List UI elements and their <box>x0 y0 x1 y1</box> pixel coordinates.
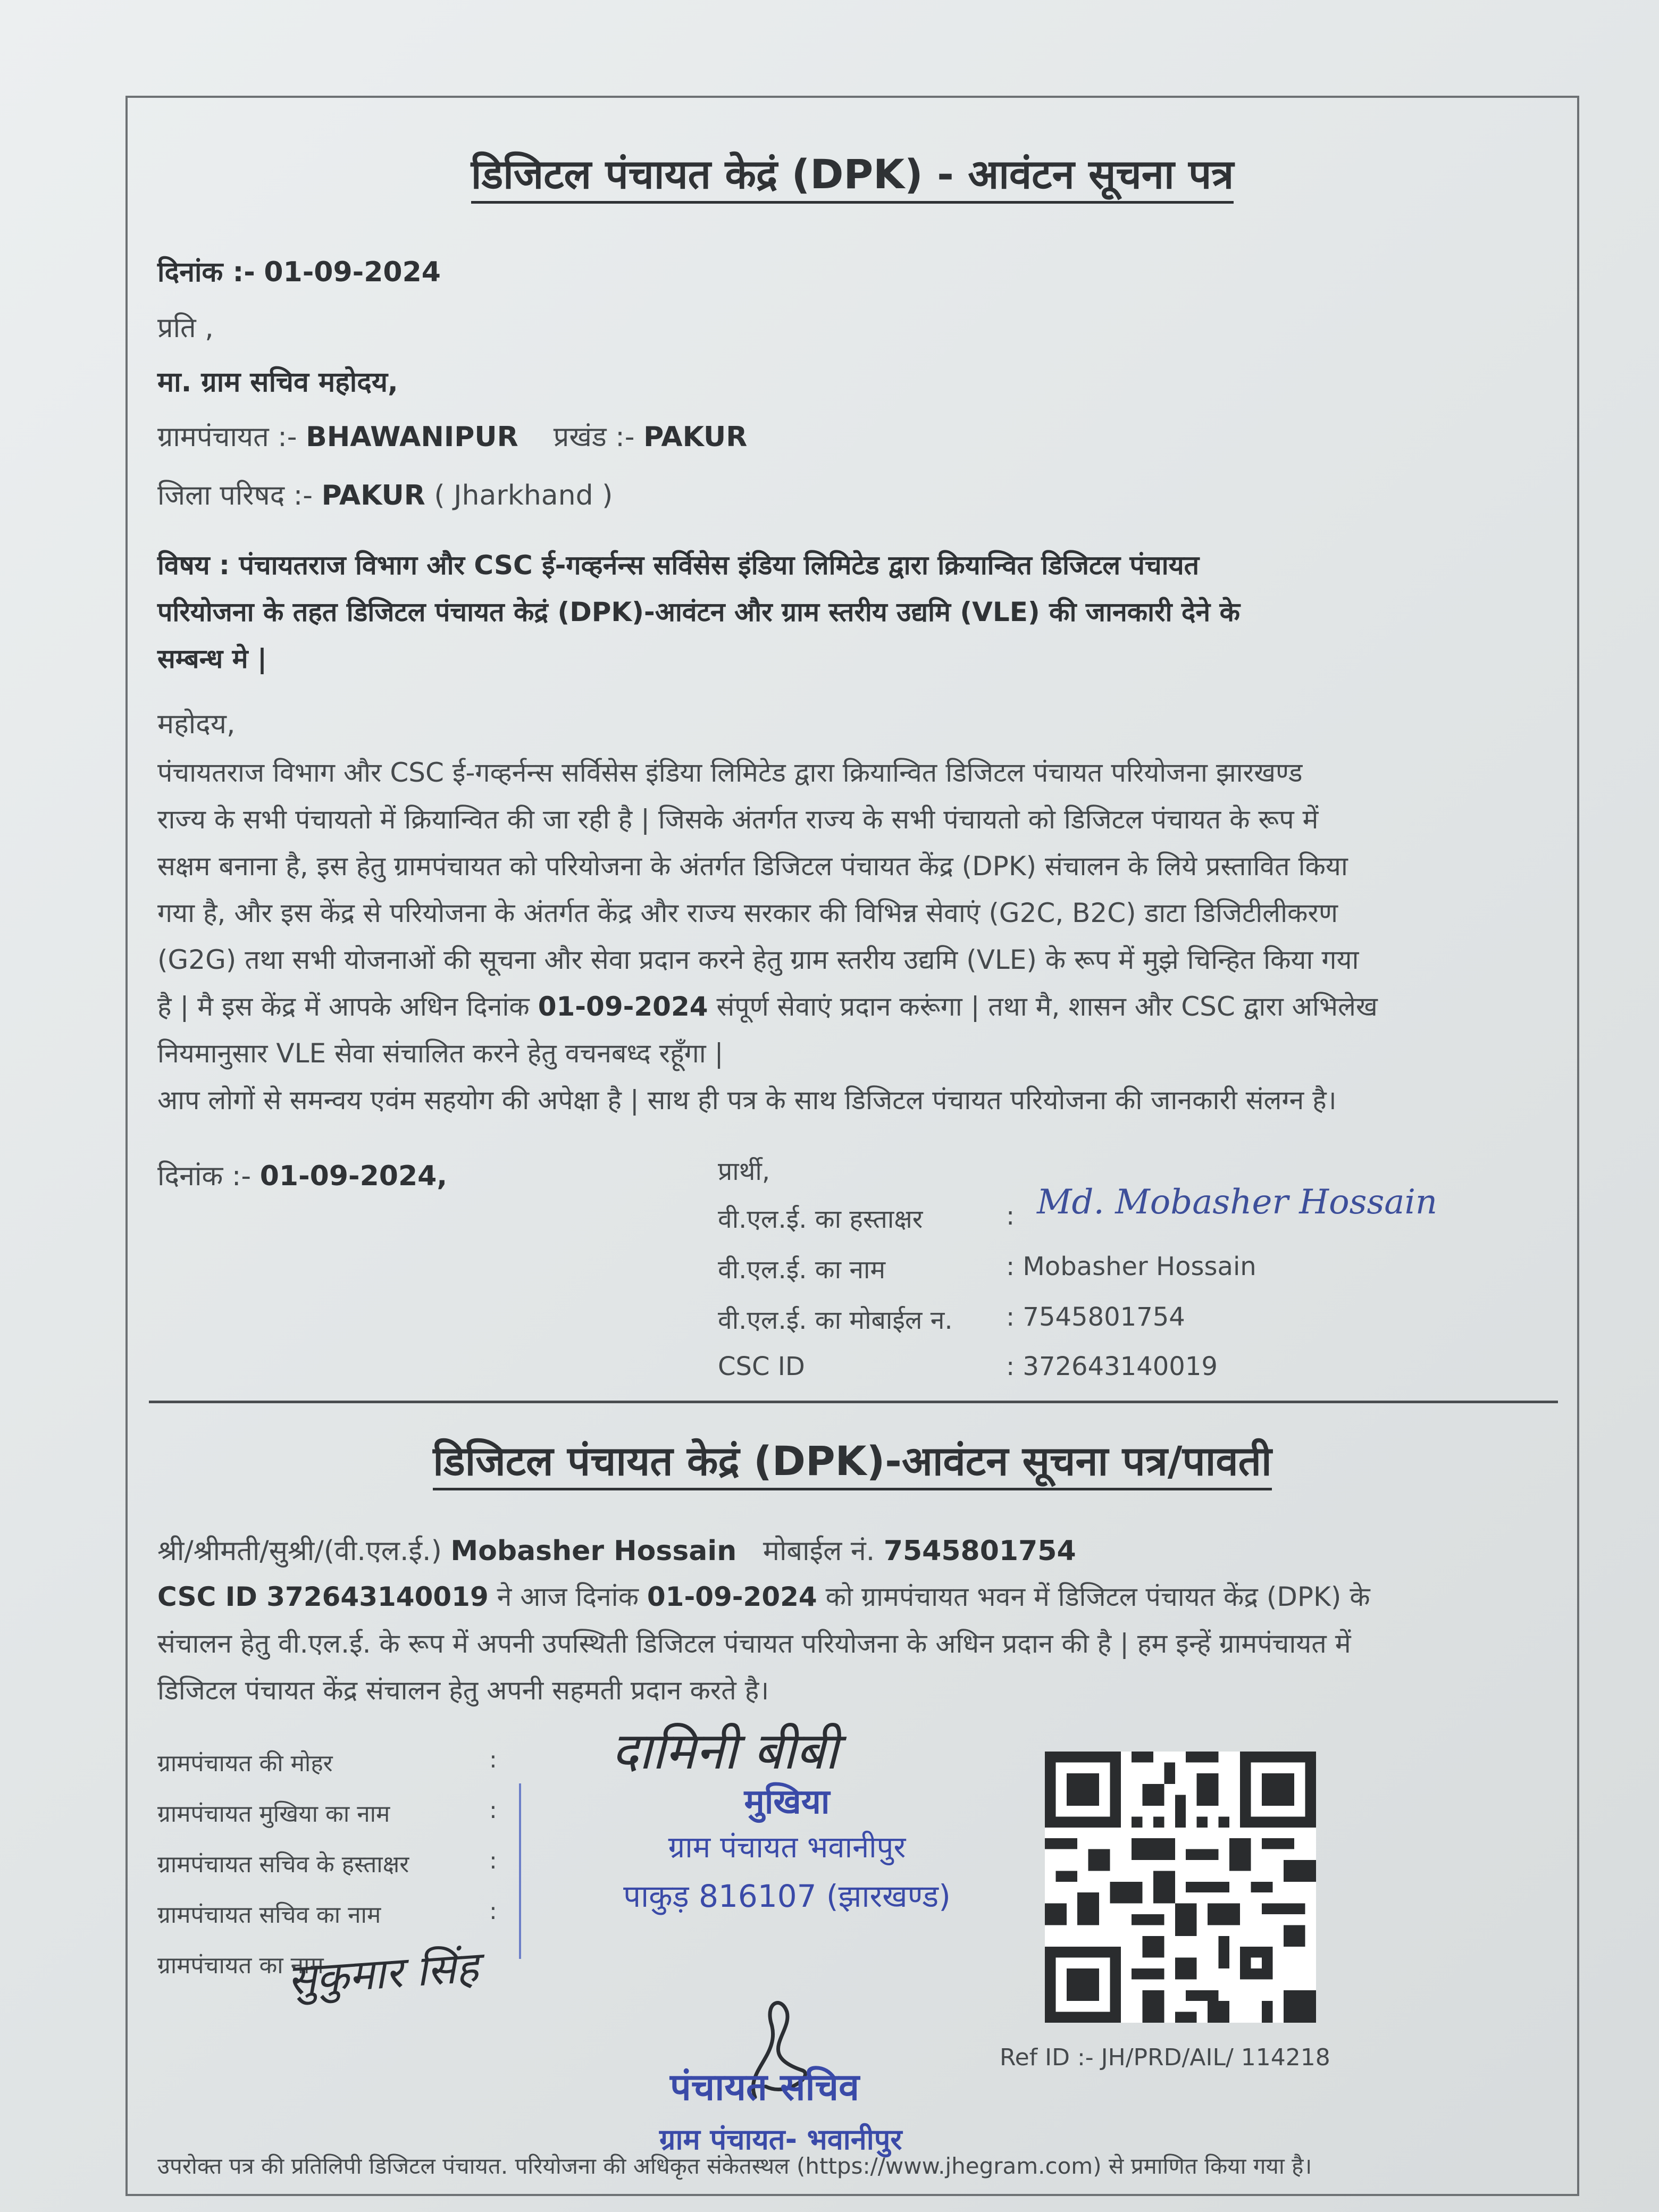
field-seal-label: ग्रामपंचायत की मोहर <box>157 1750 333 1777</box>
body-line-6: है | मै इस केंद्र में आपके अधिन दिनांक 01-09-2024 संपूर्ण सेवाएं प्रदान करूंगा | तथा मै, शासन और CSC द्वारा अभिलेख <box>157 991 1378 1022</box>
subject-line-3: सम्बन्ध मे | <box>157 643 267 674</box>
field-colon: : <box>489 1898 497 1925</box>
stamp-panchayat-sachiv: पंचायत सचिव <box>670 2065 860 2109</box>
body-line-1: पंचायतराज विभाग और CSC ई-गव्हर्नन्स सर्विसेस इंडिया लिमिटेड द्वारा क्रियान्वित डिजिटल पंचायत परियोजना झारखण्ड <box>157 757 1303 788</box>
receipt-line-3: संचालन हेतु वी.एल.ई. के रूप में अपनी उपस्थिती डिजिटल पंचायत परियोजना के अधिन प्रदान की है | हम इन्हें ग्रामपंचायत में <box>157 1628 1351 1659</box>
receipt-line-4: डिजिटल पंचायत केंद्र संचालन हेतु अपनी सहमती प्रदान करते है। <box>157 1675 769 1706</box>
date-line: दिनांक :- 01-09-2024 <box>157 256 441 288</box>
body-line-8: आप लोगों से समन्वय एवंम सहयोग की अपेक्षा है | साथ ही पत्र के साथ डिजिटल पंचायत परियोजना की जानकारी संलग्न है। <box>157 1085 1337 1116</box>
stamp-address: पाकुड़ 816107 (झारखण्ड) <box>623 1878 951 1914</box>
receipt-paragraph <box>157 1573 1561 1714</box>
addressee: मा. ग्राम सचिव महोदय, <box>157 366 398 398</box>
receipt-line-1: श्री/श्रीमती/सुश्री/(वी.एल.ई.) Mobasher Hossain मोबाईल नं. 7545801754 <box>157 1535 1076 1567</box>
qr-code <box>1045 1752 1316 2023</box>
vle-name-label: वी.एल.ई. का नाम <box>718 1255 886 1285</box>
vle-signature: Md. Mobasher Hossain <box>1037 1183 1438 1222</box>
field-sachiv-name-label: ग्रामपंचायत सचिव का नाम <box>157 1901 381 1929</box>
subject-line-2: परियोजना के तहत डिजिटल पंचायत केद्रं (DPK)-आवंटन और ग्राम स्तरीय उद्यमि (VLE) की जानकारी देने के <box>157 597 1240 627</box>
sachiv-name-handwritten: सुकुमार सिंह <box>286 1942 480 2005</box>
applicant-label: प्रार्थी, <box>718 1157 770 1186</box>
document-page <box>125 96 1579 2196</box>
subject-block <box>157 542 1561 682</box>
field-sachiv-signature-label: ग्रामपंचायत सचिव के हस्ताक्षर <box>157 1851 409 1878</box>
body-paragraph <box>157 749 1561 1124</box>
stamp-sachiv-gram-panchayat: ग्राम पंचायत- भवानीपुर <box>659 2123 902 2156</box>
section-divider <box>149 1401 1558 1403</box>
csc-id-value: : 372643140019 <box>1006 1352 1218 1381</box>
salutation: महोदय, <box>157 708 236 740</box>
body-line-5: (G2G) तथा सभी योजनाओं की सूचना और सेवा प्रदान करने हेतु ग्राम स्तरीय उद्यमि (VLE) के रूप में मुझे चिन्हित किया गया <box>157 944 1359 975</box>
field-mukhiya-label: ग्रामपंचायत मुखिया का नाम <box>157 1800 390 1828</box>
field-colon: : <box>489 1797 497 1824</box>
ref-id: Ref ID :- JH/PRD/AIL/ 114218 <box>1000 2044 1330 2071</box>
field-colon: : <box>489 1746 497 1773</box>
to-line: प्रति , <box>157 312 214 344</box>
vle-signature-label: वी.एल.ई. का हस्ताक्षर <box>718 1204 923 1234</box>
receipt-line-2: CSC ID 372643140019 ने आज दिनांक 01-09-2024 को ग्रामपंचायत भवन में डिजिटल पंचायत केंद्र (DPK) के <box>157 1581 1370 1612</box>
stamp-gram-panchayat: ग्राम पंचायत भवानीपुर <box>668 1830 906 1865</box>
vle-mobile-value: : 7545801754 <box>1006 1302 1185 1332</box>
vle-mobile-label: वी.एल.ई. का मोबाईल न. <box>718 1305 953 1335</box>
document-title: डिजिटल पंचायत केद्रं (DPK) - आवंटन सूचना पत्र <box>128 146 1577 200</box>
body-line-4: गया है, और इस केंद्र से परियोजना के अंतर्गत केंद्र और राज्य सरकार की विभिन्न सेवाएं (G2C, B2C) डाटा डिजिटीलीकरण <box>157 898 1338 928</box>
field-colon: : <box>489 1847 497 1874</box>
vle-name-value: : Mobasher Hossain <box>1006 1252 1256 1281</box>
csc-id-label: CSC ID <box>718 1352 805 1381</box>
footer-note: उपरोक्त पत्र की प्रतिलिपी डिजिटल पंचायत. परियोजना की अधिकृत संकेतस्थल (https://www.jhegram.com) से प्रमाणित किया गया है। <box>157 2153 1312 2179</box>
receipt-title: डिजिटल पंचायत केद्रं (DPK)-आवंटन सूचना पत्र/पावती <box>128 1432 1577 1487</box>
stamp-mukhiya: मुखिया <box>744 1782 830 1822</box>
vle-signature-colon: : <box>1006 1201 1015 1231</box>
body-line-7: नियमानुसार VLE सेवा संचालित करने हेतु वचनबध्द रहूँगा | <box>157 1038 724 1069</box>
district-line: जिला परिषद :- PAKUR ( Jharkhand ) <box>157 480 613 512</box>
body-line-2: राज्य के सभी पंचायतो में क्रियान्वित की जा रही है | जिसके अंतर्गत राज्य के सभी पंचायतो को डिजिटल पंचायत के रूप में <box>157 804 1319 835</box>
subject-line-1: विषय : पंचायतराज विभाग और CSC ई-गव्हर्नन्स सर्विसेस इंडिया लिमिटेड द्वारा क्रियान्वित डिजिटल पंचायत <box>157 550 1200 581</box>
panchayat-line: ग्रामपंचायत :- BHAWANIPUR प्रखंड :- PAKUR <box>157 421 748 453</box>
body-line-3: सक्षम बनाना है, इस हेतु ग्रामपंचायत को परियोजना के अंतर्गत डिजिटल पंचायत केंद्र (DPK) संचालन के लिये प्रस्तावित किया <box>157 851 1348 882</box>
closing-date: दिनांक :- 01-09-2024, <box>157 1160 448 1192</box>
field-panchayat-name-label: ग्रामपंचायत का नाम <box>157 1952 324 1979</box>
mukhiya-signature: दामिनी बीबी <box>611 1721 839 1781</box>
